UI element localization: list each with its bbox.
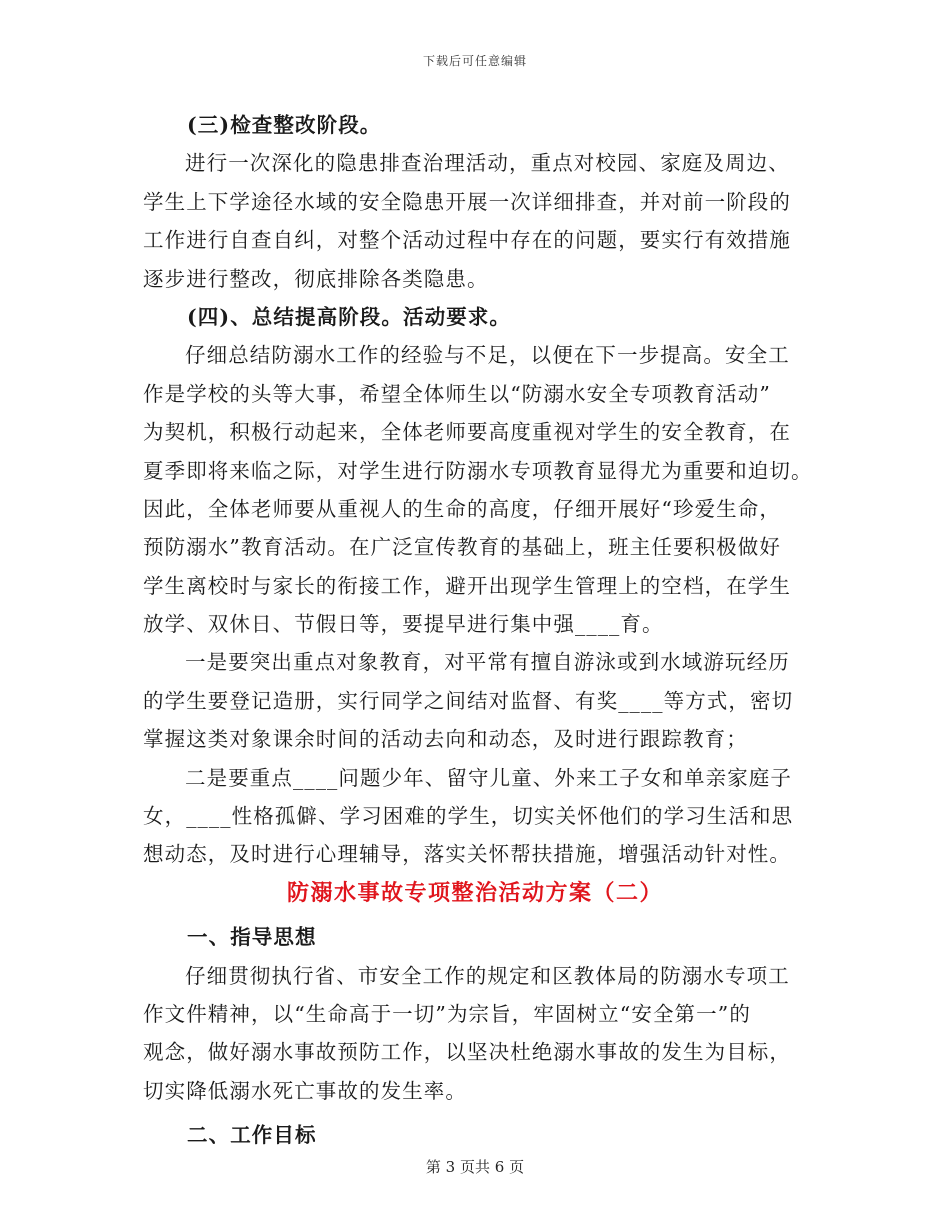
page-footer: 第 3 页共 6 页: [425, 1158, 525, 1176]
paragraph-line: 二是要重点____问题少年、留守儿童、外来工子女和单亲家庭子: [185, 765, 792, 790]
paragraph-line: 一是要突出重点对象教育，对平常有擅自游泳或到水域游玩经历: [185, 650, 790, 675]
subheading-work-goals: 二、工作目标: [187, 1123, 317, 1148]
document-body: [143, 106, 813, 1155]
paragraph-line: 学生上下学途径水域的安全隐患开展一次详细排查，并对前一阶段的: [143, 189, 791, 214]
paragraph-line: 掌握这类对象课余时间的活动去向和动态，及时进行跟踪教育；: [143, 727, 748, 752]
paragraph-line: 夏季即将来临之际，对学生进行防溺水专项教育显得尤为重要和迫切。: [143, 458, 813, 483]
section-title: 防溺水事故专项整治活动方案（二）: [286, 879, 663, 906]
paragraph-line: 仔细总结防溺水工作的经验与不足，以便在下一步提高。安全工: [185, 343, 790, 368]
page-header: 下载后可任意编辑: [422, 54, 527, 68]
paragraph-line: 预防溺水”教育活动。在广泛宣传教育的基础上，班主任要积极做好: [143, 535, 781, 560]
paragraph-line: 放学、双休日、节假日等，要提早进行集中强____育。: [143, 612, 664, 637]
subheading-stage-three: (三)检查整改阶段。: [187, 113, 382, 137]
paragraph-line: 想动态，及时进行心理辅导，落实关怀帮扶措施，增强活动针对性。: [143, 842, 791, 867]
subheading-guiding-ideology: 一、指导思想: [187, 925, 317, 950]
paragraph-line: 观念，做好溺水事故预防工作，以坚决杜绝溺水事故的发生为目标，: [143, 1040, 791, 1065]
subheading-stage-four: (四)、总结提高阶段。活动要求。: [187, 304, 511, 329]
paragraph-line: 仔细贯彻执行省、市安全工作的规定和区教体局的防溺水专项工: [185, 963, 790, 988]
paragraph-line: 切实降低溺水死亡事故的发生率。: [143, 1078, 467, 1103]
paragraph-line: 的学生要登记造册，实行同学之间结对监督、有奖____等方式，密切: [143, 688, 794, 713]
paragraph-line: 逐步进行整改，彻底排除各类隐患。: [143, 266, 489, 291]
paragraph-line: 进行一次深化的隐患排查治理活动，重点对校园、家庭及周边、: [185, 151, 790, 176]
paragraph-line: 为契机，积极行动起来，全体老师要高度重视对学生的安全教育，在: [143, 420, 791, 445]
paragraph-line: 作文件精神，以“生命高于一切”为宗旨，牢固树立“安全第一”的: [143, 1001, 751, 1026]
paragraph-line: 女，____性格孤僻、学习困难的学生，切实关怀他们的学习生活和思: [143, 804, 794, 829]
paragraph-line: 因此，全体老师要从重视人的生命的高度，仔细开展好“珍爱生命，: [143, 496, 781, 521]
paragraph-line: 作是学校的头等大事，希望全体师生以“防溺水安全专项教育活动”: [143, 381, 771, 406]
paragraph-line: 工作进行自查自纠，对整个活动过程中存在的问题，要实行有效措施: [143, 228, 791, 253]
paragraph-line: 学生离校时与家长的衔接工作，避开出现学生管理上的空档，在学生: [143, 573, 791, 598]
